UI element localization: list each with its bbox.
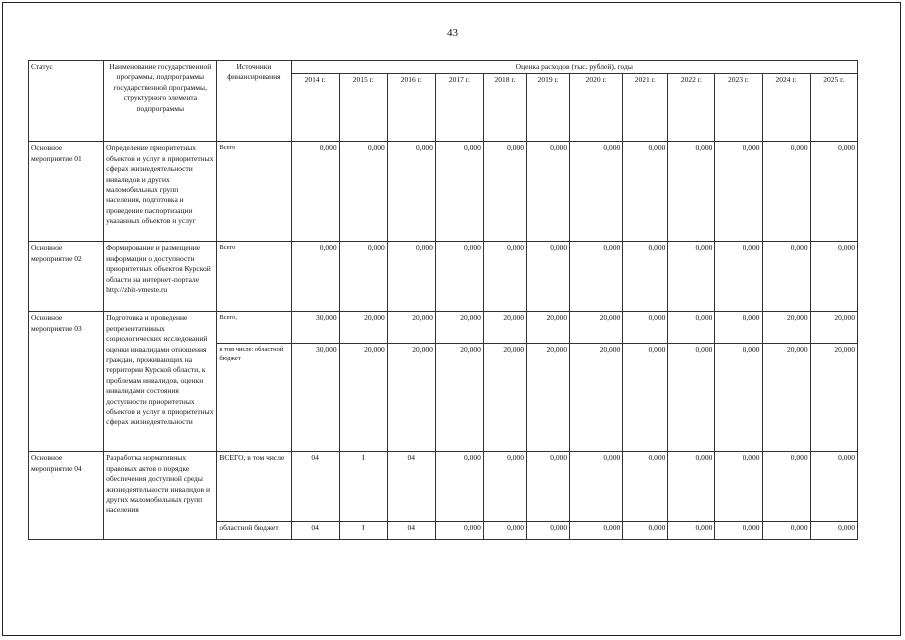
row-value: 0,000 bbox=[483, 142, 526, 242]
row-value: 0,000 bbox=[810, 452, 857, 522]
row-value: 20,000 bbox=[387, 312, 435, 344]
table-row bbox=[29, 312, 858, 344]
row-value: 0,000 bbox=[715, 142, 762, 242]
row-value: 0,000 bbox=[339, 242, 387, 312]
row-value: 0,000 bbox=[483, 452, 526, 522]
row-value: 0,000 bbox=[435, 522, 483, 540]
row-value: 0,000 bbox=[570, 142, 623, 242]
row-value: 0,000 bbox=[435, 142, 483, 242]
header-year: 2016 г. bbox=[387, 74, 435, 142]
row-value: 20,000 bbox=[810, 312, 857, 344]
header-year: 2025 г. bbox=[810, 74, 857, 142]
header-source: Источники финансирования bbox=[217, 61, 291, 142]
row-value: 20,000 bbox=[339, 344, 387, 452]
row-value: 20,000 bbox=[339, 312, 387, 344]
row-value: I bbox=[339, 522, 387, 540]
row-value: 0,000 bbox=[570, 242, 623, 312]
row-name: Определение приоритетных объектов и услуг в приоритетных сферах жизнедеятельности инвалидов и других маломобильных групп населения, подготовка и проведение паспортизации указанных объектов и услуг bbox=[104, 142, 217, 242]
row-value: 30,000 bbox=[291, 312, 339, 344]
row-value: 20,000 bbox=[387, 344, 435, 452]
row-value: 0,000 bbox=[623, 312, 668, 344]
row-value: 0,000 bbox=[715, 242, 762, 312]
header-name: Наименование государственной программы, подпрограммы государственной программы, структурного элемента подпрограммы bbox=[104, 61, 217, 142]
row-value: 20,000 bbox=[570, 312, 623, 344]
row-value: 0,000 bbox=[339, 142, 387, 242]
row-value: 0,000 bbox=[570, 452, 623, 522]
row-value: 0,000 bbox=[668, 344, 715, 452]
page-number: 43 bbox=[447, 27, 458, 39]
header-year: 2018 г. bbox=[483, 74, 526, 142]
header-year: 2023 г. bbox=[715, 74, 762, 142]
row-value: 0,000 bbox=[810, 242, 857, 312]
row-value: 0,000 bbox=[762, 142, 810, 242]
row-value: 0,000 bbox=[623, 142, 668, 242]
row-name: Подготовка и проведение репрезентативных социологических исследований оценки инвалидами отношения граждан, проживающих на территории Курской области, к проблемам инвалидов, оценки инвалидами состояния доступности приоритетных объектов и услуг в приоритетных сферах жизнедеятельности bbox=[104, 312, 217, 452]
row-value: 04 bbox=[387, 452, 435, 522]
table-row bbox=[29, 242, 858, 312]
row-source: областной бюджет bbox=[217, 522, 291, 540]
header-year: 2017 г. bbox=[435, 74, 483, 142]
row-value: 0,000 bbox=[527, 242, 570, 312]
row-value: 0,000 bbox=[762, 452, 810, 522]
row-value: 0,000 bbox=[291, 142, 339, 242]
header-status: Статус bbox=[29, 61, 104, 142]
row-value: 04 bbox=[291, 522, 339, 540]
row-value: 0,000 bbox=[668, 142, 715, 242]
row-value: 20,000 bbox=[762, 312, 810, 344]
row-source: ВСЕГО, в том числе bbox=[217, 452, 291, 522]
row-status: Основное мероприятие 04 bbox=[29, 452, 104, 540]
row-value: 0,000 bbox=[715, 452, 762, 522]
row-value: 20,000 bbox=[483, 312, 526, 344]
row-name: Формирование и размещение информации о доступности приоритетных объектов Курской области на интернет-портале http://zhit-vmeste.ru bbox=[104, 242, 217, 312]
row-value: 0,000 bbox=[623, 522, 668, 540]
row-value: 0,000 bbox=[623, 452, 668, 522]
row-value: 0,000 bbox=[715, 312, 762, 344]
row-value: 0,000 bbox=[668, 312, 715, 344]
row-value: 0,000 bbox=[623, 344, 668, 452]
row-value: 0,000 bbox=[762, 522, 810, 540]
table-row bbox=[29, 452, 858, 522]
row-value: 20,000 bbox=[483, 344, 526, 452]
row-value: 0,000 bbox=[623, 242, 668, 312]
row-value: 0,000 bbox=[435, 452, 483, 522]
row-value: 0,000 bbox=[668, 242, 715, 312]
row-value: 0,000 bbox=[483, 522, 526, 540]
row-source: Всего bbox=[217, 142, 291, 242]
row-value: 0,000 bbox=[527, 522, 570, 540]
row-status: Основное мероприятие 02 bbox=[29, 242, 104, 312]
header-year: 2015 г. bbox=[339, 74, 387, 142]
row-source: Всего bbox=[217, 242, 291, 312]
row-value: 20,000 bbox=[570, 344, 623, 452]
row-value: 0,000 bbox=[668, 452, 715, 522]
row-value: 0,000 bbox=[387, 242, 435, 312]
table-row bbox=[29, 142, 858, 242]
row-value: 0,000 bbox=[810, 522, 857, 540]
row-value: 0,000 bbox=[527, 452, 570, 522]
row-value: 0,000 bbox=[291, 242, 339, 312]
row-value: 04 bbox=[291, 452, 339, 522]
row-value: 20,000 bbox=[527, 312, 570, 344]
row-value: 0,000 bbox=[483, 242, 526, 312]
row-value: 0,000 bbox=[810, 142, 857, 242]
row-value: 20,000 bbox=[762, 344, 810, 452]
row-value: 0,000 bbox=[435, 242, 483, 312]
row-value: 0,000 bbox=[527, 142, 570, 242]
header-year: 2019 г. bbox=[527, 74, 570, 142]
row-value: 04 bbox=[387, 522, 435, 540]
header-estimate: Оценка расходов (тыс. рублей), годы bbox=[291, 61, 857, 74]
table-body bbox=[29, 61, 858, 540]
row-value: 20,000 bbox=[527, 344, 570, 452]
row-status: Основное мероприятие 01 bbox=[29, 142, 104, 242]
header-year: 2024 г. bbox=[762, 74, 810, 142]
row-value: 0,000 bbox=[715, 522, 762, 540]
row-value: 0,000 bbox=[387, 142, 435, 242]
row-value: 20,000 bbox=[435, 312, 483, 344]
row-value: 30,000 bbox=[291, 344, 339, 452]
header-row bbox=[29, 61, 858, 74]
row-value: 0,000 bbox=[715, 344, 762, 452]
row-value: 20,000 bbox=[810, 344, 857, 452]
header-year: 2021 г. bbox=[623, 74, 668, 142]
header-year: 2022 г. bbox=[668, 74, 715, 142]
row-value: I bbox=[339, 452, 387, 522]
header-year: 2014 г. bbox=[291, 74, 339, 142]
row-value: 0,000 bbox=[570, 522, 623, 540]
row-status: Основное мероприятие 03 bbox=[29, 312, 104, 452]
row-value: 0,000 bbox=[668, 522, 715, 540]
header-year: 2020 г. bbox=[570, 74, 623, 142]
expenses-table bbox=[28, 60, 858, 540]
row-name: Разработка нормативных правовых актов о порядке обеспечения доступной среды жизнедеятельности инвалидов и других маломобильных групп населения bbox=[104, 452, 217, 540]
row-source: в том числе: областной бюджет bbox=[217, 344, 291, 452]
row-value: 0,000 bbox=[762, 242, 810, 312]
row-value: 20,000 bbox=[435, 344, 483, 452]
row-source: Всего, bbox=[217, 312, 291, 344]
